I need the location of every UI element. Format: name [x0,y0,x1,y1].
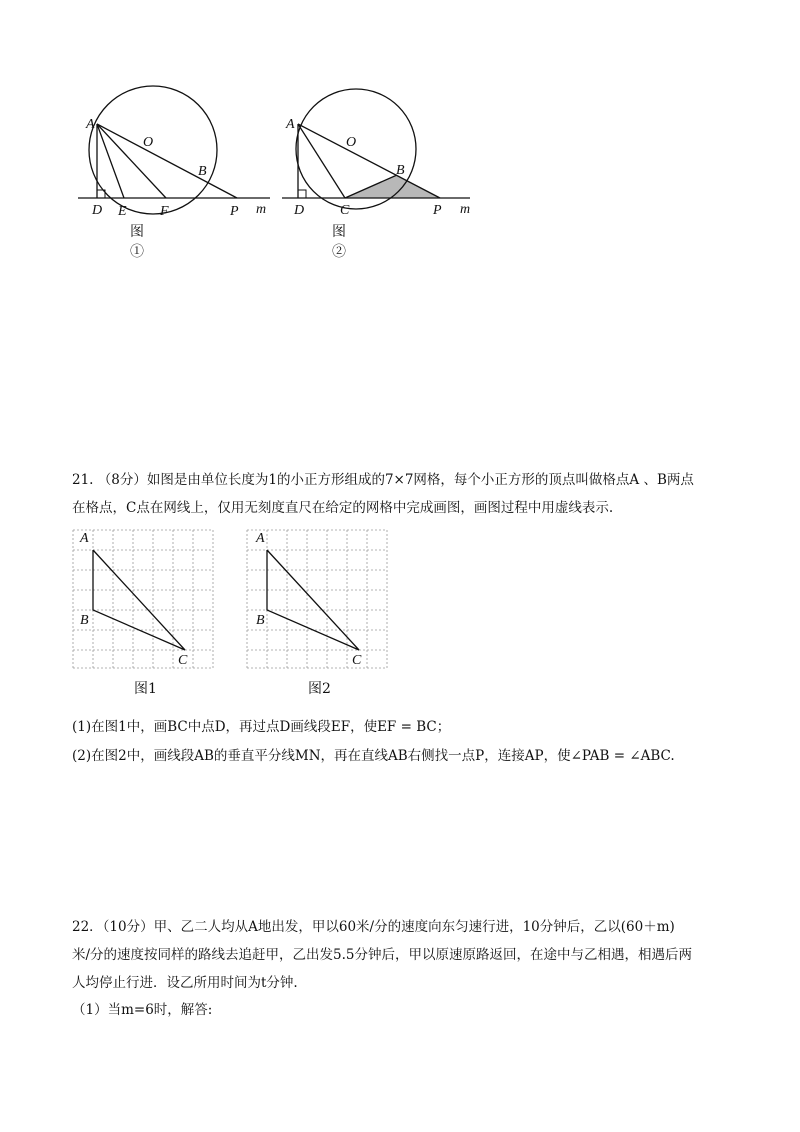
q21-line1: 21. （8分）如图是由单位长度为1的小正方形组成的7×7网格，每个小正方形的顶点叫做格点A 、B两点 [72,472,694,488]
label-f: F [160,204,169,219]
label-c: C [352,653,362,668]
segment-ac [298,124,345,198]
label-p: P [230,204,239,219]
label-a: A [86,117,95,132]
shaded-region [345,175,440,198]
triangle-abc [93,550,185,650]
label-m: m [256,202,267,217]
label-p: P [433,203,442,218]
label-a: A [286,117,295,132]
q22-line4: （1）当m=6时，解答: [72,1002,213,1018]
q21-part2: (2)在图2中，画线段AB的垂直平分线MN，再在直线AB右侧找一点P，连接AP，使∠PAB = ∠ABC. [72,748,675,764]
q22-line1: 22．（10分）甲、乙二人均从A地出发，甲以60米/分的速度向东匀速行进，10分钟后，乙以(60＋m) [72,919,675,935]
q21-line2: 在格点，C点在网线上，仅用无刻度直尺在给定的网格中完成画图，画图过程中用虚线表示. [72,500,614,516]
q22-line2: 米/分的速度按同样的路线去追赶甲，乙出发5.5分钟后，甲以原速原路返回，在途中与乙相遇，相遇后两 [72,947,693,963]
grid-figure-2 [244,526,394,671]
label-o: O [143,135,154,150]
label-o: O [346,135,357,150]
label-d: D [92,203,103,218]
label-b: B [256,613,265,628]
label-b: B [80,613,89,628]
figure-circle-2-svg [0,0,500,250]
label-a: A [80,531,89,546]
caption-grid2: 图2 [308,681,331,697]
caption-fig1: 图① [130,224,144,260]
label-c: C [178,653,188,668]
right-angle-mark [298,190,306,198]
label-a: A [256,531,265,546]
label-b: B [396,163,405,178]
label-b: B [198,164,207,179]
caption-grid1: 图1 [134,681,157,697]
q21-part1: (1)在图1中，画BC中点D，再过点D画线段EF，使EF = BC； [72,719,451,735]
caption-fig2: 图② [332,224,346,260]
grid-figure-1 [70,526,220,671]
label-c: C [340,203,350,218]
label-m: m [460,202,471,217]
label-d: D [294,203,305,218]
label-e: E [118,204,127,219]
q22-line3: 人均停止行进．设乙所用时间为t分钟. [72,975,298,991]
triangle-abc [267,550,359,650]
